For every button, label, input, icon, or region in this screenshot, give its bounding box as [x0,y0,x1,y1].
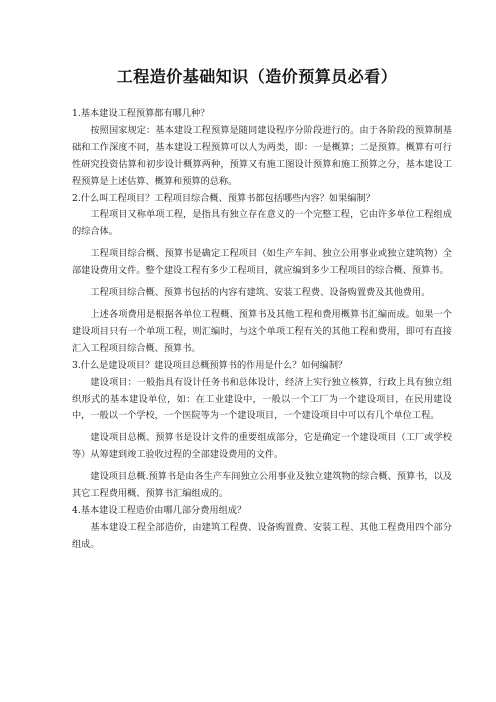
answer-4-paragraph: 基本建设工程全部造价，由建筑工程费、设备购置费、安装工程、其他工程费用四个部分组成。 [72,521,452,550]
answer-2-paragraph-4: 上述各项费用是根据各单位工程概、预算书及其他工程和费用概算书汇编而成。如果一个建设项目只有一个单项工程，则汇编时，与这个单项工程有关的其他工程和费用，即可有直接汇入工程项目综合概、预算书。 [72,308,452,354]
answer-2-paragraph-1: 工程项目又称单项工程，是指具有独立存在意义的一个完整工程，它由许多单位工程组成的综合体。 [72,209,452,238]
question-3: 3.什么是建设项目？建设项目总概预算书的作用是什么？如何编制？ [72,359,348,371]
question-1: 1.基本建设工程预算都有哪几种？ [72,108,210,119]
answer-2-paragraph-2: 工程项目综合概、预算书是确定工程项目（如生产车间、独立公用事业或独立建筑物）全部建设费用文件。整个建设工程有多少工程项目，就应编到多少工程项目的综合概、预算书。 [72,248,452,277]
document-title: 工程造价基础知识（造价预算员必看） [116,67,398,86]
document-body [72,106,452,554]
answer-3-paragraph-3: 建设项目总概.预算书是由各生产车间独立公用事业及独立建筑物的综合概、预算书，以及其它工程费用概、预算书汇编组成的。 [72,471,452,500]
answer-2-paragraph-3: 工程项目综合概、预算书包括的内容有建筑、安装工程费、设备购置费及其他费用。 [90,287,431,299]
answer-1-paragraph: 按照国家规定：基本建设工程预算是随同建设程序分阶段进行的。由于各阶段的预算制基础和工作深度不同，基本建设工程预算可以人为两类，即：一是概算；二是预算。概算有可行性研究投资估算和初步设计概算两种，预算又有施工图设计预算和施工预算之分，基本建设工程预算是上述估算、概算和预算的总称。 [72,124,452,187]
question-2: 2.什么叫工程项目？工程项目综合概、预算书都包括哪些内容？如果编制？ [72,192,375,204]
answer-3-paragraph-2: 建设项目总概、预算书是设计文件的重要组成部分，它是确定一个建设项目（工厂或学校等）从筹建到竣工验收过程的全部建设费用的文件。 [72,432,452,461]
question-4: 4.基本建设工程造价由哪几部分费用组成？ [72,504,247,516]
answer-3-paragraph-1: 建设项目：一般指具有设计任务书和总体设计，经济上实行独立核算，行政上具有独立组织形式的基本建设单位，如：在工业建设中，一般以一个工厂为一个建设项目，在民用建设中，一般以一个学校，一个医院等为一个建设项目，一个建设项目中可以有几个单位工程。 [72,376,452,422]
